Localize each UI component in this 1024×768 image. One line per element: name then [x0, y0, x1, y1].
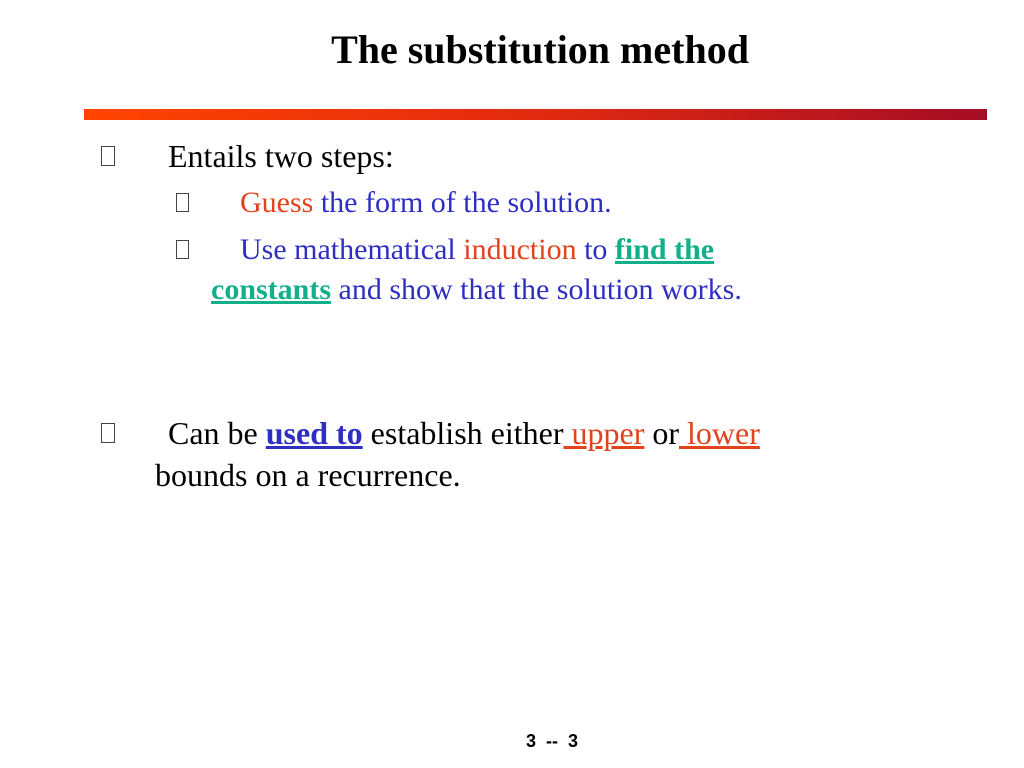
bullet-1-text: Entails two steps: — [168, 138, 394, 174]
sub-bullet-1-rest: the form of the solution. — [313, 186, 612, 219]
bullet-icon — [101, 423, 115, 443]
bullet-2-part: Can be — [168, 415, 266, 451]
sub-bullet-2-line-2 — [211, 271, 742, 309]
used-to-link: used to — [265, 415, 363, 451]
upper-word: upper — [563, 415, 645, 451]
sub-bullet-2-part: Use mathematical — [240, 233, 464, 266]
constants-link: constants — [211, 273, 332, 306]
bullet-2-line-1 — [168, 414, 760, 452]
induction-word: induction — [463, 233, 577, 266]
page-number: 3 -- 3 — [526, 731, 579, 751]
sub-bullet-2-part: and show that the solution works. — [331, 273, 742, 306]
sub-bullet-1 — [240, 184, 612, 222]
lower-word: lower — [679, 415, 760, 451]
slide-title: The substitution method — [331, 27, 749, 72]
bullet-2-part: establish either — [362, 415, 564, 451]
bullet-2-part: or — [644, 415, 679, 451]
sub-bullet-icon — [176, 240, 189, 259]
sub-bullet-icon — [176, 193, 189, 212]
title-divider — [84, 109, 987, 120]
sub-bullet-2-line-1 — [240, 231, 714, 269]
bullet-icon — [101, 146, 115, 166]
find-the-link: find the — [614, 233, 715, 266]
bullet-2-line-2: bounds on a recurrence. — [155, 457, 461, 493]
sub-bullet-2-part: to — [576, 233, 615, 266]
guess-word: Guess — [240, 186, 314, 219]
